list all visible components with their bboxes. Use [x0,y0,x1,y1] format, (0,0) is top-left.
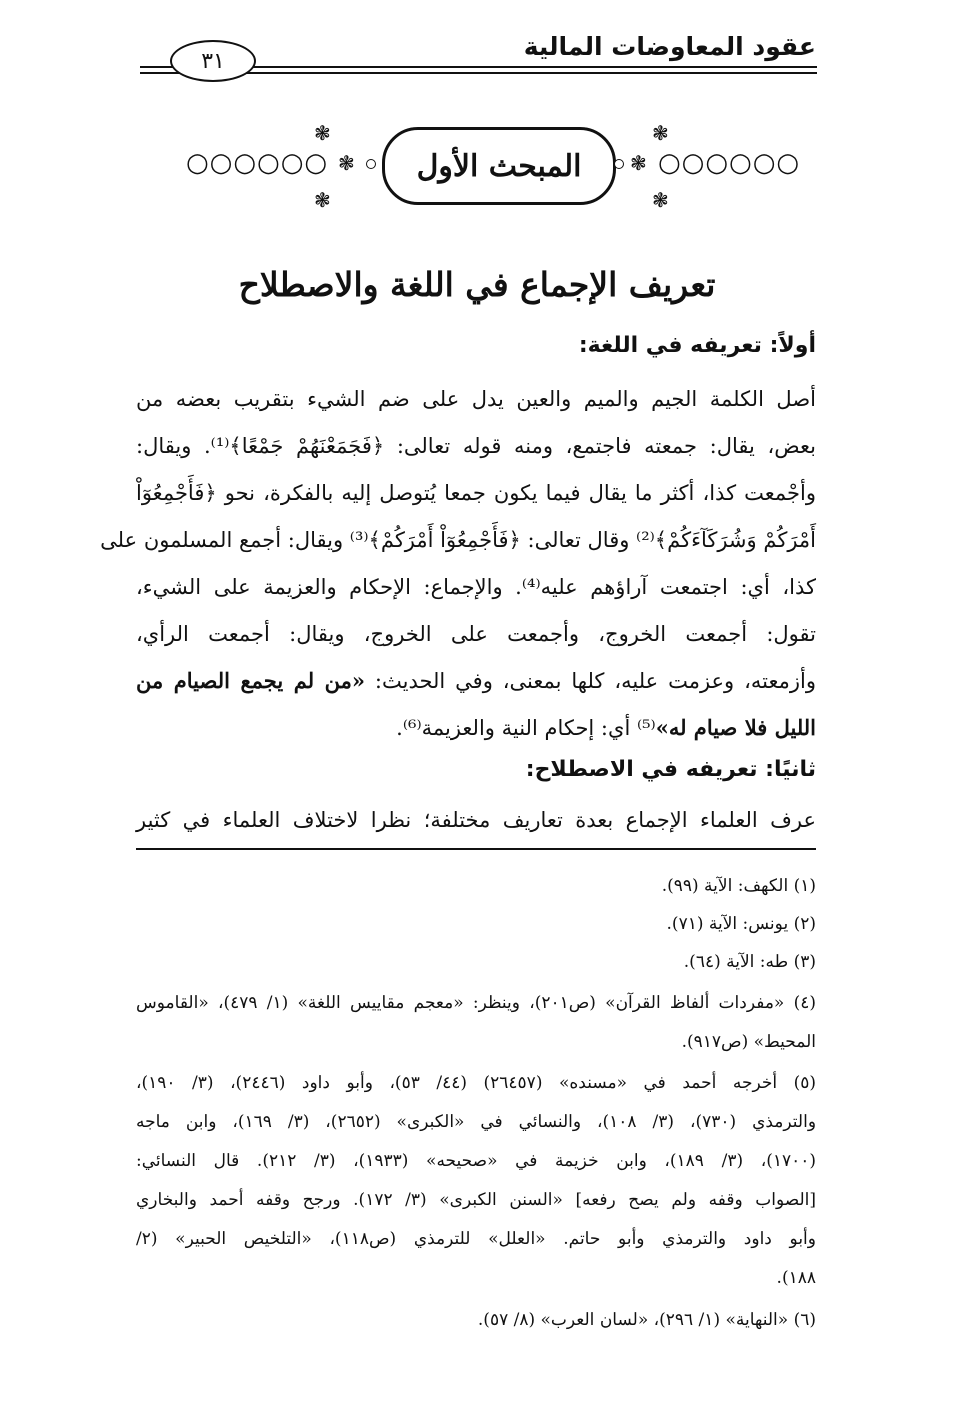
star-ornament-right-mid: ❃ [630,151,647,175]
body-line-3: وأجْمعت كذا، أكثر ما يقال فيما يكون جمعا يُتوصل إليه بالفكرة، نحو ﴿فَأَجْمِعُوٓاْ [136,481,816,505]
body-line-4: أَمْرَكُمْ وَشُرَكَآءَكُمْ﴾⁽²⁾ وقال تعالى: ﴿فَأَجْمِعُوٓاْ أَمْرَكُمْ﴾⁽³⁾ ويقال: أجمع المسلمون على [100,528,816,552]
decorative-circles-left: ○○○○○○ [186,148,329,178]
page-title: تعريف الإجماع في اللغة والاصطلاح [238,265,716,304]
body-line-1: أصل الكلمة الجيم والميم والعين يدل على ضم الشيء بتقريب بعضه من [136,387,816,411]
footnote-4-line-1: (٤) «مفردات ألفاظ القرآن» (ص٢٠١)، وينظر: «معجم مقاييس اللغة» (١/ ٤٧٩)، «القاموس [136,993,816,1013]
page-number: ٣١ [170,40,256,82]
footnote-5-line-6: ١٨٨). [776,1268,816,1288]
hadith-text-part1: «من لم يجمع الصيام من [136,668,366,693]
hadith-text-part2: الليل فلا صيام له» [655,715,816,740]
diamond-ornament-left [366,159,376,169]
star-ornament-left-top: ❃ [314,121,331,145]
body-line-2: بعض، يقال: جمعته فاجتمع، ومنه قوله تعالى: ﴿فَجَمَعْنَهُمْ جَمْعًا﴾⁽¹⁾. ويقال: [136,434,816,458]
subheading-terminological: ثانيًا: تعريفه في الاصطلاح: [525,757,816,782]
footnote-5-line-4: [الصواب وقفه ولم يصح رفعه] «السنن الكبرى» (٣/ ١٧٢). ورجح وقفه أحمد والبخاري [136,1190,817,1210]
footnote-1: (١) الكهف: الآية (٩٩). [661,876,816,896]
star-ornament-right-top: ❃ [652,121,669,145]
star-ornament-left-mid: ❃ [338,151,355,175]
footnote-6: (٦) «النهاية» (١/ ٢٩٦)، «لسان العرب» (٨/ ٥٧). [477,1310,816,1330]
star-ornament-right-bottom: ❃ [652,188,669,212]
footnote-2: (٢) يونس: الآية (٧١). [666,914,816,934]
body-line-5: كذا، أي: اجتمعت آراؤهم عليه⁽⁴⁾. والإجماع: الإحكام والعزيمة على الشيء، [136,575,816,599]
body-line-9: عرف العلماء الإجماع بعدة تعاريف مختلفة؛ نظرا لاختلاف العلماء في كثير [136,808,816,832]
hadith-intro-text: وأزمعته، وعزمت عليه، كلها بمعنى، وفي الحديث: [365,669,816,693]
running-title: عقود المعاوضات المالية [523,32,816,61]
footnote-3: (٣) طه: الآية (٦٤). [683,952,816,972]
body-line-6: تقول: أجمعت الخروج، وأجمعت على الخروج، ويقال: أجمعت الرأي، [136,622,816,646]
body-line-7 [136,663,816,699]
footnote-4-line-2: المحيط» (ص٩١٧). [681,1032,816,1052]
diamond-ornament-right [614,159,624,169]
footnote-separator [136,848,816,850]
footnote-5-line-3: (١٧٠٠)، (٣/ ١٨٩)، وابن خزيمة في «صحيحه» (١٩٣٣)، (٣/ ٢١٢). قال النسائي: [136,1151,817,1171]
section-heading-banner: المبحث الأول [382,127,616,205]
hadith-explanation-text: ⁽⁵⁾ أي: إحكام النية والعزيمة⁽⁶⁾. [396,716,656,740]
subheading-linguistic: أولاً: تعريفه في اللغة: [578,333,816,358]
footnote-5-line-2: والترمذي (٧٣٠)، (٣/ ١٠٨)، والنسائي في «الكبرى» (٢٦٥٢)، (٣/ ١٦٩)، وابن ماجه [136,1112,817,1132]
footnote-5-line-5: وأبو داود والترمذي وأبو حاتم. «العلل» للترمذي (ص١١٨)، «التلخيص الحبير» (٢/ [136,1229,816,1249]
footnote-5-line-1: (٥) أخرجه أحمد في «مسنده» (٢٦٤٥٧) (٤٤/ ٥٣)، وأبو داود (٢٤٤٦)، (٣/ ١٩٠)، [136,1073,817,1093]
decorative-circles-right: ○○○○○○ [658,148,801,178]
body-line-8 [136,710,816,746]
star-ornament-left-bottom: ❃ [314,188,331,212]
